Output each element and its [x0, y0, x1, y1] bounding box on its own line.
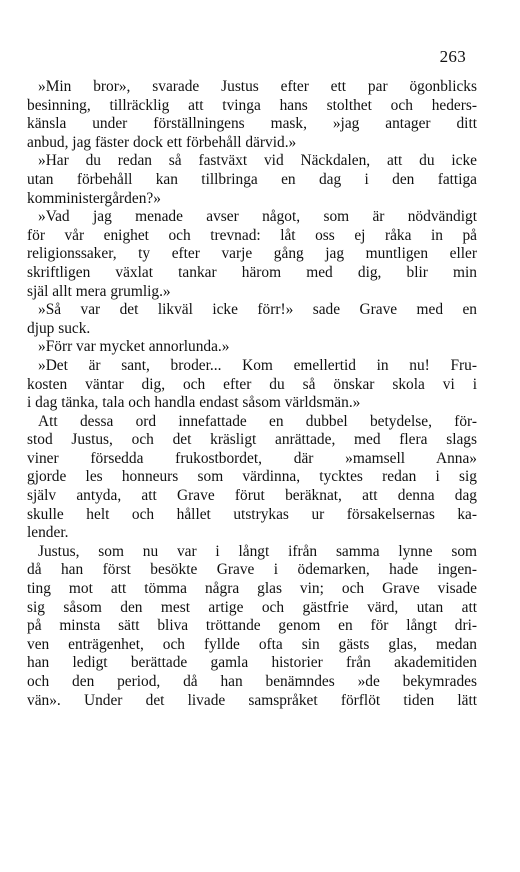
text-line: djup suck. — [27, 319, 91, 337]
text-line: för vår enighet och trevnad: låt oss ej råka in på — [27, 226, 477, 244]
text-line: lender. — [27, 524, 69, 542]
text-line: religionssaker, ty efter varje gång jag muntligen eller — [27, 245, 477, 263]
text-line: ting mot att tömma några glas vin; och Grave visade — [27, 580, 477, 598]
body-text — [27, 78, 477, 710]
text-line: och den period, då han benämndes »de bekymrades — [27, 673, 477, 690]
text-line: ven enträgenhet, och fyllde ofta sin gästs glas, medan — [27, 635, 477, 653]
text-line: Justus, som nu var i långt ifrån samma lynne som — [38, 542, 477, 560]
text-line: »Har du redan så fastväxt vid Näckdalen, att du icke — [38, 152, 477, 170]
text-line: kosten väntar dig, och efter du så önskar skola vi i — [27, 375, 477, 393]
text-line: vän». Under det livade samspråket förflöt tiden lätt — [27, 691, 477, 709]
text-line: då han först besökte Grave i ödemarken, hade ingen- — [27, 561, 477, 579]
text-line: känsla under förställningens mask, »jag antager ditt — [27, 115, 477, 133]
text-line: »Min bror», svarade Justus efter ett par ögonblicks — [38, 78, 477, 95]
text-line: skriftligen växlat tankar härom med dig, blir min — [27, 263, 477, 281]
text-line: gjorde les honneurs som värdinna, tycktes redan i sig — [27, 468, 477, 486]
text-line: själ allt mera grumlig.» — [27, 282, 171, 300]
text-line: i dag tänka, tala och handla endast såsom världsmän.» — [27, 394, 361, 412]
text-line: sig såsom den mest artige och gästfrie värd, utan att — [27, 598, 477, 616]
text-line: själv antyda, att Grave förut beräknat, att denna dag — [27, 487, 477, 505]
text-line: »Det är sant, broder... Kom emellertid in nu! Fru- — [38, 356, 477, 374]
text-line: »Så var det likväl icke förr!» sade Grave med en — [38, 301, 477, 319]
text-line: Att dessa ord innefattade en dubbel betydelse, för- — [38, 412, 477, 430]
text-line: komministergården?» — [27, 189, 161, 207]
text-line: anbud, jag fäster dock ett förbehåll därvid.» — [27, 133, 297, 151]
page-number: 263 — [439, 47, 466, 66]
text-line: stod Justus, och det kräsligt anrättade, med flera slags — [27, 431, 477, 449]
text-line: han ledigt berättade gamla historier från akademitiden — [27, 654, 477, 672]
text-line: »Förr var mycket annorlunda.» — [38, 338, 230, 356]
text-line: besinning, tillräcklig att tvinga hans stolthet och heders- — [27, 96, 477, 114]
text-line: skulle helt och hållet utstrykas ur försakelsernas ka- — [27, 505, 477, 523]
text-line: utan förbehåll kan tillbringa en dag i den fattiga — [27, 170, 477, 188]
text-line: viner försedda frukostbordet, där »mamsell Anna» — [27, 449, 477, 467]
text-line: på minsta sätt bliva tröttande genom en för långt dri- — [27, 617, 477, 635]
text-line: »Vad jag menade avser något, som är nödvändigt — [38, 208, 477, 226]
